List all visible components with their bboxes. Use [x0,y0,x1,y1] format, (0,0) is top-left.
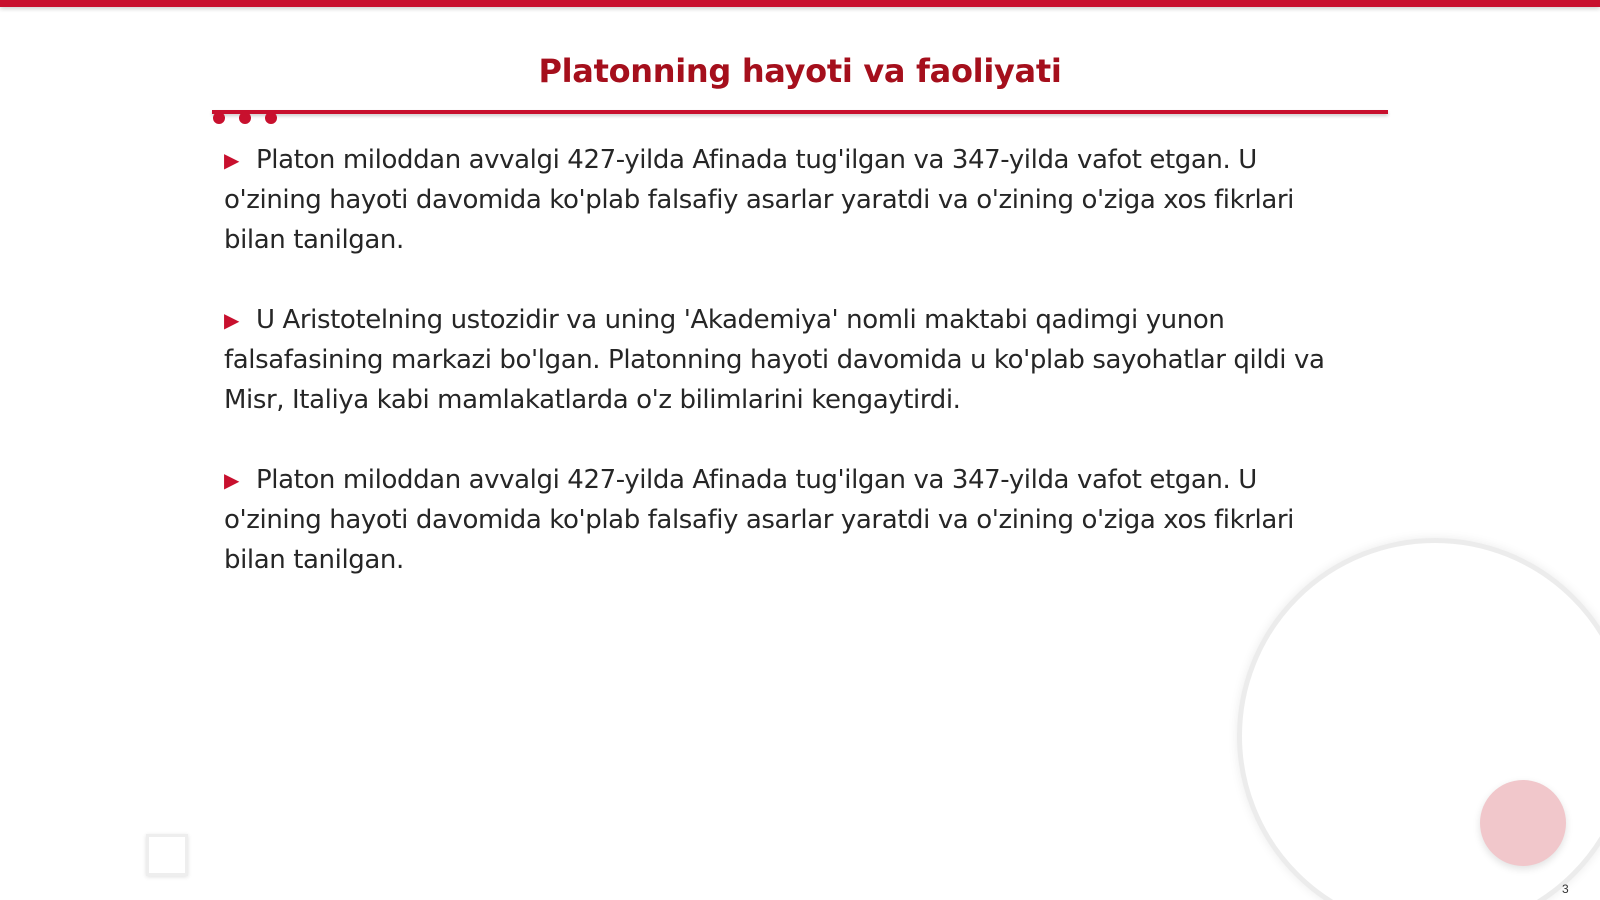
page-number: 3 [1562,882,1569,896]
decor-dot [239,112,251,124]
paragraph-text: U Aristotelning ustozidir va uning 'Akademiya' nomli maktabi qadimgi yunon falsafasining markazi bo'lgan. Platonning hayoti davomida u ko'plab sayohatlar qildi va Misr, Italiya kabi mamlakatlarda o'z bilimlarini kengaytirdi. [224,305,1325,415]
bullet-paragraph-2 [224,300,1354,420]
decor-dot [265,112,277,124]
decor-square [146,834,188,876]
triangle-bullet-icon: ▶ [224,468,239,492]
top-accent-bar [0,0,1600,7]
bullet-paragraph-3 [224,460,1354,580]
triangle-bullet-icon: ▶ [224,308,239,332]
title-underline [212,110,1388,114]
paragraph-text: Platon miloddan avvalgi 427-yilda Afinada tug'ilgan va 347-yilda vafot etgan. U o'zining hayoti davomida ko'plab falsafiy asarlar yaratdi va o'zining o'ziga xos fikrlari bilan tanilgan. [224,145,1294,255]
bullet-paragraph-1 [224,140,1354,260]
triangle-bullet-icon: ▶ [224,148,239,172]
slide-content [224,140,1354,620]
slide-title: Platonning hayoti va faoliyati [538,52,1062,90]
paragraph-text: Platon miloddan avvalgi 427-yilda Afinada tug'ilgan va 347-yilda vafot etgan. U o'zining hayoti davomida ko'plab falsafiy asarlar yaratdi va o'zining o'ziga xos fikrlari bilan tanilgan. [224,465,1294,575]
decor-dot [213,112,225,124]
decor-pink-circle [1480,780,1566,866]
